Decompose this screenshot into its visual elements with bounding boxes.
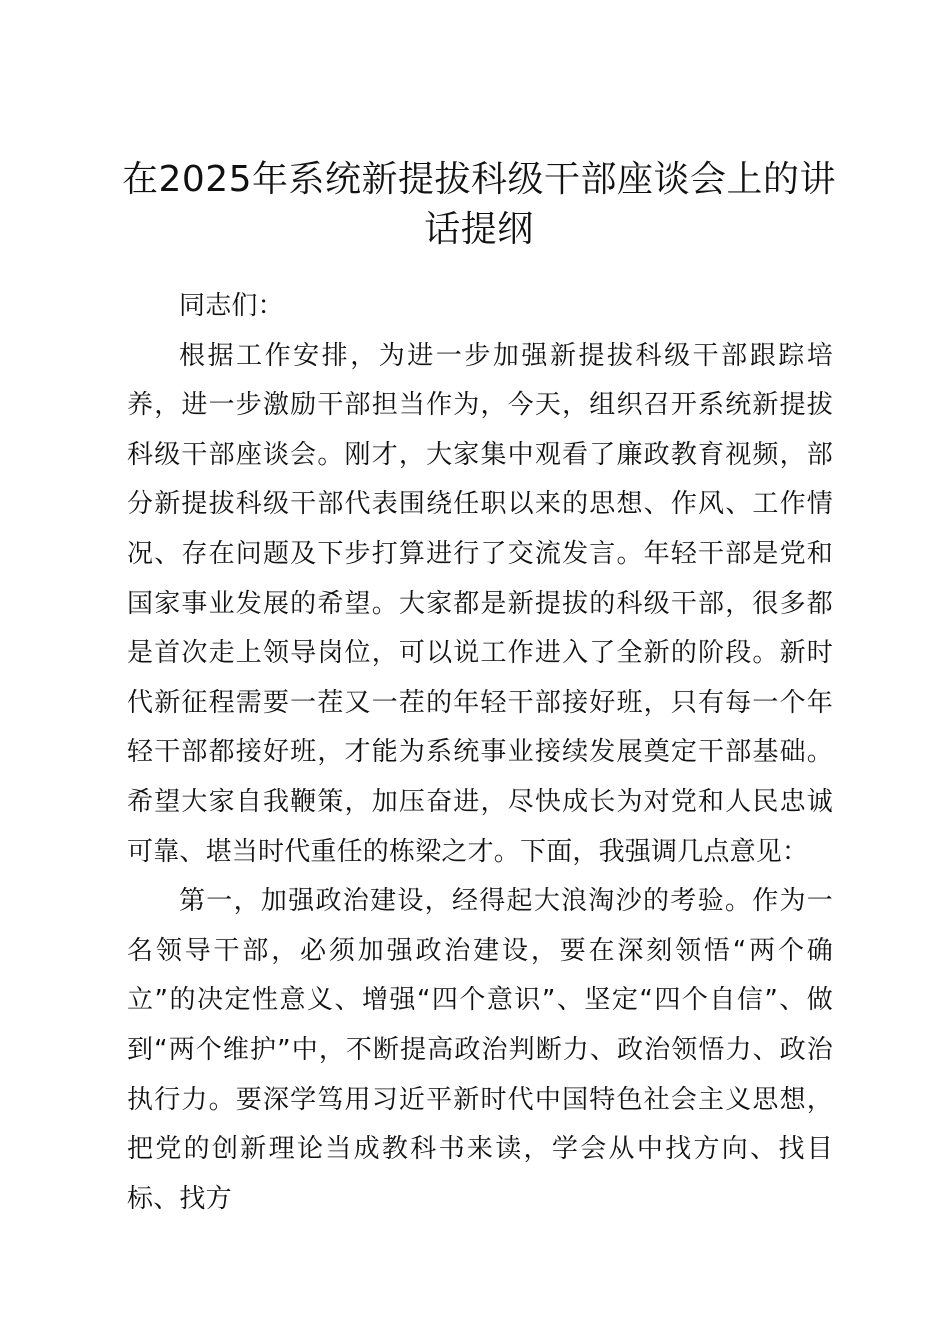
document-title: 在2025年系统新提拔科级干部座谈会上的讲话提纲 bbox=[121, 159, 837, 250]
document-body bbox=[127, 282, 833, 1224]
salutation: 同志们： bbox=[179, 291, 284, 321]
paragraph-intro: 根据工作安排，为进一步加强新提拔科级干部跟踪培养，进一步激励干部担当作为，今天，组织召开系统新提拔科级干部座谈会。刚才，大家集中观看了廉政教育视频，部分新提拔科级干部代表围绕任职以来的思想、作风、工作情况、存在问题及下步打算进行了交流发言。年轻干部是党和国家事业发展的希望。大家都是新提拔的科级干部，很多都是首次走上领导岗位，可以说工作进入了全新的阶段。新时代新征程需要一茬又一茬的年轻干部接好班，只有每一个年轻干部都接好班，才能为系统事业接续发展奠定干部基础。希望大家自我鞭策，加压奋进，尽快成长为对党和人民忠诚可靠、堪当时代重任的栋梁之才。下面，我强调几点意见： bbox=[127, 340, 833, 867]
paragraph-point-one: 第一，加强政治建设，经得起大浪淘沙的考验。作为一名领导干部，必须加强政治建设，要在深刻领悟“两个确立”的决定性意义、增强“四个意识”、坚定“四个自信”、做到“两个维护”中，不断提高政治判断力、政治领悟力、政治执行力。要深学笃用习近平新时代中国特色社会主义思想，把党的创新理论当成教科书来读，学会从中找方向、找目标、找方 bbox=[127, 886, 833, 1214]
